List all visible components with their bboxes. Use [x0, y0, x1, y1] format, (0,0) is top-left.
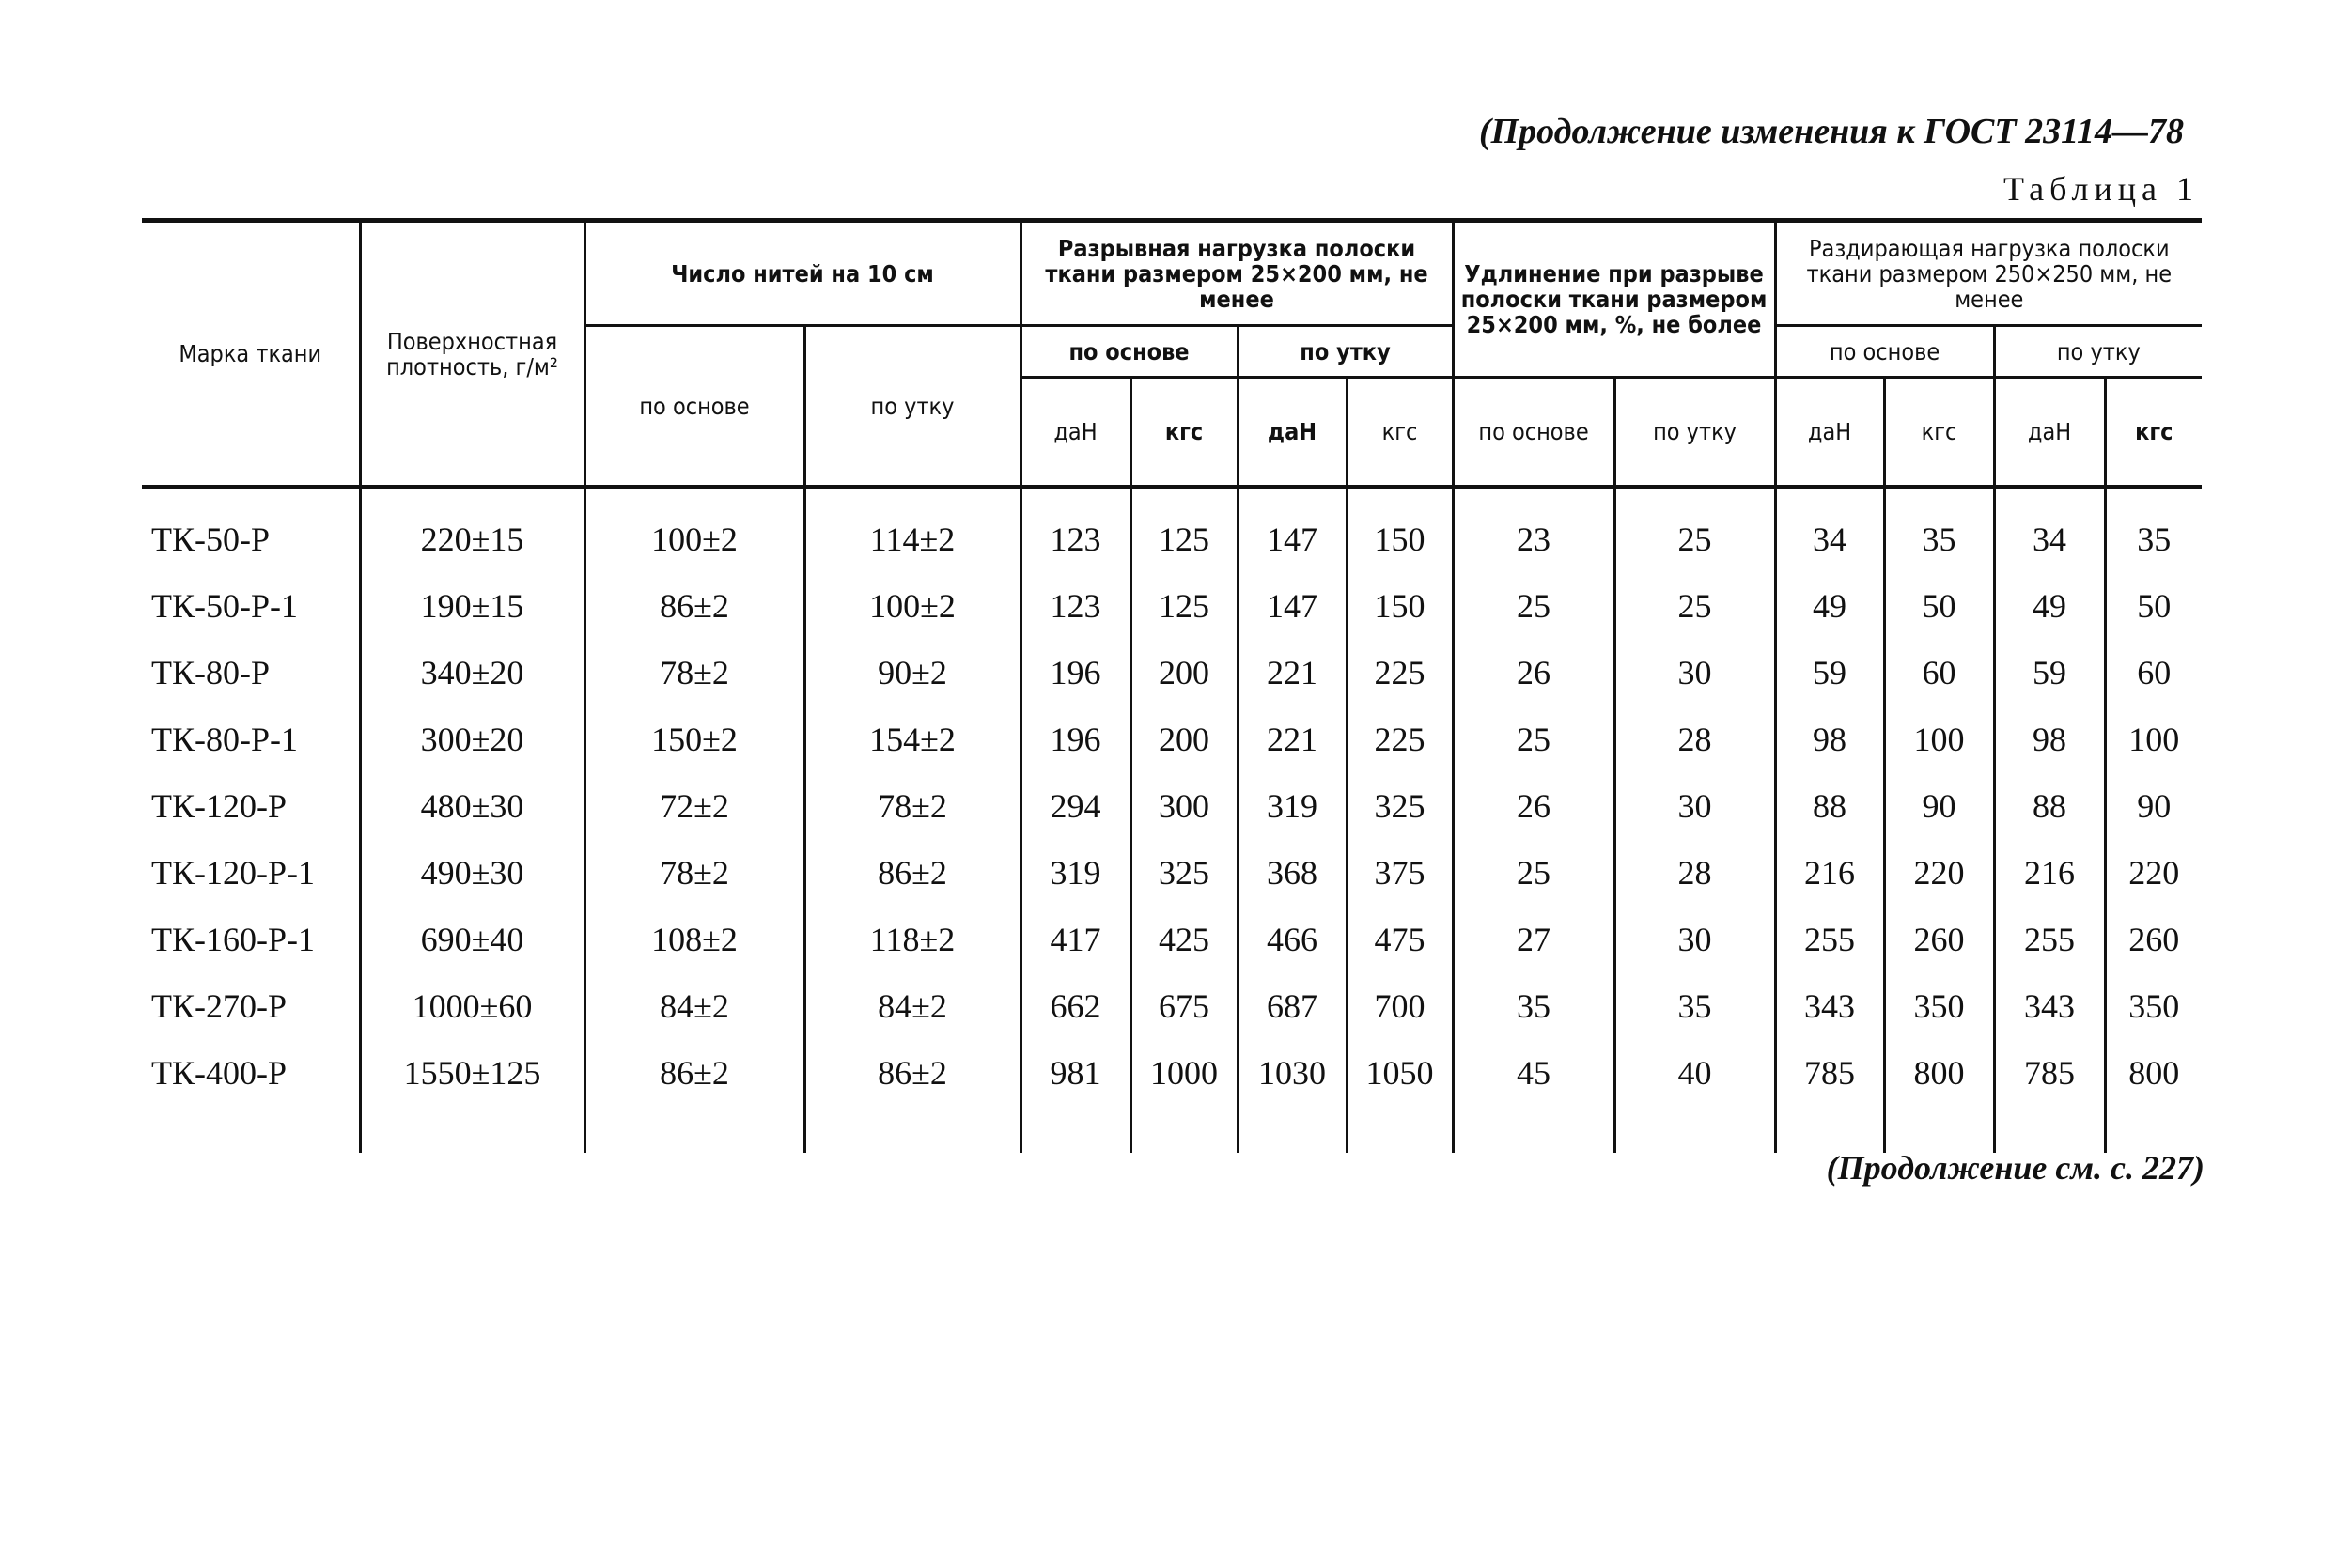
col-tearing-warp: по основе [1775, 326, 1994, 378]
value-cell: 86±2 [584, 1039, 804, 1106]
value-cell: 150 [1347, 572, 1453, 639]
table-body [142, 487, 2202, 1153]
value-cell: 1550±125 [360, 1039, 584, 1106]
value-cell: 1050 [1347, 1039, 1453, 1106]
col-brand: Марка ткани [142, 221, 360, 488]
col-breaking-warp-dan: даН [1020, 378, 1130, 488]
value-cell: 368 [1238, 839, 1347, 906]
value-cell: 23 [1453, 487, 1614, 572]
value-cell: 35 [1453, 972, 1614, 1039]
value-cell: 88 [1775, 772, 1884, 839]
value-cell: 343 [1994, 972, 2105, 1039]
value-cell: 800 [2105, 1039, 2202, 1106]
value-cell: 84±2 [804, 972, 1020, 1039]
value-cell: 118±2 [804, 906, 1020, 972]
value-cell: 220 [2105, 839, 2202, 906]
value-cell: 34 [1994, 487, 2105, 572]
fabric-brand-cell: ТК-160-Р-1 [151, 920, 315, 958]
fabric-brand-cell: ТК-120-Р [151, 786, 287, 825]
value-cell: 114±2 [804, 487, 1020, 572]
table-row [142, 572, 2202, 639]
fabric-brand-cell: ТК-80-Р [151, 653, 270, 691]
value-cell: 1030 [1238, 1039, 1347, 1106]
document-header: (Продолжение изменения к ГОСТ 23114—78 [1478, 112, 2184, 151]
value-cell: 125 [1130, 487, 1238, 572]
value-cell: 255 [1775, 906, 1884, 972]
value-cell: 150 [1347, 487, 1453, 572]
value-cell: 50 [1884, 572, 1994, 639]
value-cell: 785 [1775, 1039, 1884, 1106]
value-cell: 325 [1130, 839, 1238, 906]
value-cell: 200 [1130, 706, 1238, 772]
table-row [142, 487, 2202, 572]
empty-cell [1614, 1106, 1775, 1153]
value-cell: 50 [2105, 572, 2202, 639]
value-cell: 25 [1453, 572, 1614, 639]
table-row [142, 972, 2202, 1039]
value-cell: 154±2 [804, 706, 1020, 772]
value-cell: 28 [1614, 839, 1775, 906]
col-tearing-load: Раздирающая нагрузка полоски ткани размером 250×250 мм, не менее [1775, 221, 2202, 326]
value-cell: 30 [1614, 906, 1775, 972]
empty-cell [1884, 1106, 1994, 1153]
value-cell: 60 [2105, 639, 2202, 706]
empty-cell [360, 1106, 584, 1153]
value-cell: 662 [1020, 972, 1130, 1039]
value-cell: 45 [1453, 1039, 1614, 1106]
col-breaking-weft-dan: даН [1238, 378, 1347, 488]
value-cell: 108±2 [584, 906, 804, 972]
value-cell: 190±15 [360, 572, 584, 639]
col-tearing-weft: по утку [1994, 326, 2202, 378]
col-density: Поверхностная плотность, г/м² [360, 221, 584, 488]
value-cell: 1000 [1130, 1039, 1238, 1106]
value-cell: 147 [1238, 487, 1347, 572]
value-cell: 785 [1994, 1039, 2105, 1106]
col-threads-warp: по основе [584, 326, 804, 488]
value-cell: 30 [1614, 772, 1775, 839]
value-cell: 27 [1453, 906, 1614, 972]
empty-cell [1130, 1106, 1238, 1153]
empty-cell [1453, 1106, 1614, 1153]
value-cell: 319 [1238, 772, 1347, 839]
fabric-brand-cell: ТК-50-Р [151, 520, 270, 558]
value-cell: 196 [1020, 706, 1130, 772]
col-elong-warp: по основе [1453, 378, 1614, 488]
value-cell: 216 [1994, 839, 2105, 906]
value-cell: 466 [1238, 906, 1347, 972]
col-tearing-weft-dan: даН [1994, 378, 2105, 488]
value-cell: 34 [1775, 487, 1884, 572]
empty-cell [1994, 1106, 2105, 1153]
value-cell: 319 [1020, 839, 1130, 906]
value-cell: 196 [1020, 639, 1130, 706]
value-cell: 981 [1020, 1039, 1130, 1106]
table-label: Таблица 1 [2003, 170, 2199, 208]
value-cell: 78±2 [584, 839, 804, 906]
value-cell: 98 [1994, 706, 2105, 772]
value-cell: 294 [1020, 772, 1130, 839]
value-cell: 425 [1130, 906, 1238, 972]
value-cell: 123 [1020, 487, 1130, 572]
col-breaking-weft-kgs: кгс [1347, 378, 1453, 488]
value-cell: 60 [1884, 639, 1994, 706]
value-cell: 86±2 [804, 839, 1020, 906]
value-cell: 340±20 [360, 639, 584, 706]
empty-cell [584, 1106, 804, 1153]
table-row [142, 772, 2202, 839]
value-cell: 59 [1994, 639, 2105, 706]
value-cell: 220±15 [360, 487, 584, 572]
value-cell: 90 [1884, 772, 1994, 839]
value-cell: 490±30 [360, 839, 584, 906]
fabric-brand-cell: ТК-400-Р [151, 1053, 287, 1092]
empty-cell [1347, 1106, 1453, 1153]
value-cell: 25 [1614, 487, 1775, 572]
fabric-brand-cell: ТК-120-Р-1 [151, 853, 315, 892]
value-cell: 78±2 [584, 639, 804, 706]
value-cell: 675 [1130, 972, 1238, 1039]
value-cell: 150±2 [584, 706, 804, 772]
empty-cell [142, 1106, 360, 1153]
value-cell: 35 [1614, 972, 1775, 1039]
fabric-brand-cell: ТК-270-Р [151, 986, 287, 1025]
table-row [142, 906, 2202, 972]
value-cell: 147 [1238, 572, 1347, 639]
value-cell: 260 [1884, 906, 1994, 972]
col-breaking-warp-kgs: кгс [1130, 378, 1238, 488]
value-cell: 300 [1130, 772, 1238, 839]
value-cell: 26 [1453, 772, 1614, 839]
value-cell: 125 [1130, 572, 1238, 639]
value-cell: 225 [1347, 639, 1453, 706]
value-cell: 84±2 [584, 972, 804, 1039]
value-cell: 221 [1238, 706, 1347, 772]
value-cell: 100 [2105, 706, 2202, 772]
value-cell: 350 [2105, 972, 2202, 1039]
empty-cell [2105, 1106, 2202, 1153]
value-cell: 687 [1238, 972, 1347, 1039]
value-cell: 255 [1994, 906, 2105, 972]
value-cell: 480±30 [360, 772, 584, 839]
value-cell: 49 [1775, 572, 1884, 639]
value-cell: 220 [1884, 839, 1994, 906]
value-cell: 86±2 [804, 1039, 1020, 1106]
col-threads-weft: по утку [804, 326, 1020, 488]
continuation-note: (Продолжение см. с. 227) [1826, 1149, 2205, 1187]
value-cell: 475 [1347, 906, 1453, 972]
value-cell: 100±2 [804, 572, 1020, 639]
value-cell: 300±20 [360, 706, 584, 772]
value-cell: 325 [1347, 772, 1453, 839]
fabric-brand-cell: ТК-50-Р-1 [151, 586, 298, 625]
value-cell: 800 [1884, 1039, 1994, 1106]
value-cell: 1000±60 [360, 972, 584, 1039]
value-cell: 59 [1775, 639, 1884, 706]
properties-table [142, 218, 2202, 1153]
value-cell: 86±2 [584, 572, 804, 639]
value-cell: 26 [1453, 639, 1614, 706]
empty-cell [1775, 1106, 1884, 1153]
empty-cell [804, 1106, 1020, 1153]
value-cell: 350 [1884, 972, 1994, 1039]
value-cell: 49 [1994, 572, 2105, 639]
value-cell: 88 [1994, 772, 2105, 839]
fabric-brand-cell: ТК-80-Р-1 [151, 720, 298, 758]
value-cell: 25 [1453, 839, 1614, 906]
value-cell: 35 [1884, 487, 1994, 572]
value-cell: 417 [1020, 906, 1130, 972]
table-end-spacer [142, 1106, 2202, 1153]
value-cell: 98 [1775, 706, 1884, 772]
value-cell: 30 [1614, 639, 1775, 706]
value-cell: 72±2 [584, 772, 804, 839]
value-cell: 25 [1453, 706, 1614, 772]
col-breaking-weft: по утку [1238, 326, 1453, 378]
value-cell: 100 [1884, 706, 1994, 772]
value-cell: 28 [1614, 706, 1775, 772]
value-cell: 78±2 [804, 772, 1020, 839]
col-breaking-load: Разрывная нагрузка полоски ткани размером 25×200 мм, не менее [1020, 221, 1453, 326]
col-tearing-weft-kgs: кгс [2105, 378, 2202, 488]
col-tearing-warp-kgs: кгс [1884, 378, 1994, 488]
col-elong-weft: по утку [1614, 378, 1775, 488]
table-row [142, 839, 2202, 906]
value-cell: 35 [2105, 487, 2202, 572]
value-cell: 260 [2105, 906, 2202, 972]
empty-cell [1238, 1106, 1347, 1153]
value-cell: 90 [2105, 772, 2202, 839]
col-tearing-warp-dan: даН [1775, 378, 1884, 488]
table-row [142, 639, 2202, 706]
value-cell: 25 [1614, 572, 1775, 639]
value-cell: 123 [1020, 572, 1130, 639]
empty-cell [1020, 1106, 1130, 1153]
col-threads: Число нитей на 10 см [584, 221, 1020, 326]
value-cell: 375 [1347, 839, 1453, 906]
value-cell: 690±40 [360, 906, 584, 972]
value-cell: 700 [1347, 972, 1453, 1039]
value-cell: 225 [1347, 706, 1453, 772]
col-elongation: Удлинение при разрыве полоски ткани размером 25×200 мм, %, не более [1453, 221, 1775, 378]
table-row [142, 706, 2202, 772]
value-cell: 216 [1775, 839, 1884, 906]
value-cell: 343 [1775, 972, 1884, 1039]
value-cell: 100±2 [584, 487, 804, 572]
table-row [142, 1039, 2202, 1106]
col-breaking-warp: по основе [1020, 326, 1238, 378]
value-cell: 221 [1238, 639, 1347, 706]
value-cell: 200 [1130, 639, 1238, 706]
value-cell: 90±2 [804, 639, 1020, 706]
value-cell: 40 [1614, 1039, 1775, 1106]
